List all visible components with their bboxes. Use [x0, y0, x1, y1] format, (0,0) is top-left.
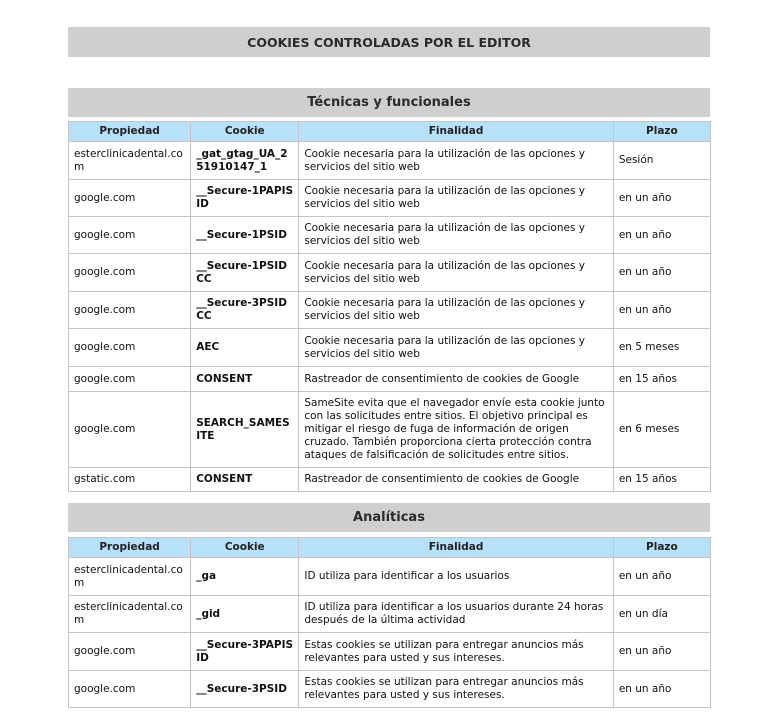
- header-plazo: Plazo: [613, 122, 710, 142]
- page-title: COOKIES CONTROLADAS POR EL EDITOR: [68, 27, 710, 57]
- cell-cookie: __Secure-1PAPISID: [191, 180, 299, 217]
- table-row: [69, 254, 711, 292]
- header-cookie: Cookie: [191, 122, 299, 142]
- cookies-table-analiticas: [68, 537, 711, 708]
- cell-finalidad: Rastreador de consentimiento de cookies de Google: [299, 367, 613, 392]
- cell-finalidad: Cookie necesaria para la utilización de las opciones y servicios del sitio web: [299, 142, 613, 180]
- cell-finalidad: Cookie necesaria para la utilización de las opciones y servicios del sitio web: [299, 329, 613, 367]
- header-plazo: Plazo: [613, 538, 710, 558]
- cookies-table-tecnicas: [68, 121, 711, 492]
- cell-propiedad: google.com: [69, 217, 191, 254]
- cell-cookie: __Secure-3PSID: [191, 671, 299, 708]
- cell-cookie: _gid: [191, 596, 299, 633]
- cell-propiedad: google.com: [69, 367, 191, 392]
- table-row: [69, 180, 711, 217]
- cell-plazo: en un día: [613, 596, 710, 633]
- table-row: [69, 633, 711, 671]
- table-row: [69, 367, 711, 392]
- cell-plazo: Sesión: [613, 142, 710, 180]
- table-row: [69, 468, 711, 492]
- table-row: [69, 292, 711, 329]
- cell-plazo: en 5 meses: [613, 329, 710, 367]
- cell-cookie: SEARCH_SAMESITE: [191, 392, 299, 468]
- cell-finalidad: Cookie necesaria para la utilización de las opciones y servicios del sitio web: [299, 180, 613, 217]
- cell-cookie: AEC: [191, 329, 299, 367]
- cell-cookie: _gat_gtag_UA_251910147_1: [191, 142, 299, 180]
- cell-finalidad: Cookie necesaria para la utilización de las opciones y servicios del sitio web: [299, 217, 613, 254]
- cell-propiedad: google.com: [69, 180, 191, 217]
- section-title-analiticas: Analíticas: [68, 503, 710, 532]
- cell-propiedad: google.com: [69, 671, 191, 708]
- cell-cookie: __Secure-1PSIDCC: [191, 254, 299, 292]
- table-row: [69, 596, 711, 633]
- cell-plazo: en un año: [613, 180, 710, 217]
- table-header-row: [69, 538, 711, 558]
- cell-propiedad: google.com: [69, 254, 191, 292]
- cell-finalidad: ID utiliza para identificar a los usuarios: [299, 558, 613, 596]
- cell-plazo: en 6 meses: [613, 392, 710, 468]
- cell-cookie: CONSENT: [191, 468, 299, 492]
- cell-finalidad: ID utiliza para identificar a los usuarios durante 24 horas después de la última actividad: [299, 596, 613, 633]
- cell-cookie: __Secure-3PSIDCC: [191, 292, 299, 329]
- cell-plazo: en un año: [613, 292, 710, 329]
- cell-finalidad: Cookie necesaria para la utilización de las opciones y servicios del sitio web: [299, 292, 613, 329]
- table-row: [69, 142, 711, 180]
- table-row: [69, 329, 711, 367]
- cell-plazo: en un año: [613, 254, 710, 292]
- cell-propiedad: google.com: [69, 329, 191, 367]
- cell-cookie: CONSENT: [191, 367, 299, 392]
- header-finalidad: Finalidad: [299, 538, 613, 558]
- cell-finalidad: SameSite evita que el navegador envíe esta cookie junto con las solicitudes entre sitios. El objetivo principal es mitigar el riesgo de fuga de información de origen cruzado. También proporciona cierta protección contra ataques de falsificación de solicitudes entre sitios.: [299, 392, 613, 468]
- table-row: [69, 392, 711, 468]
- cell-propiedad: google.com: [69, 392, 191, 468]
- cell-cookie: __Secure-3PAPISID: [191, 633, 299, 671]
- header-propiedad: Propiedad: [69, 122, 191, 142]
- cell-plazo: en un año: [613, 217, 710, 254]
- cell-plazo: en 15 años: [613, 468, 710, 492]
- header-cookie: Cookie: [191, 538, 299, 558]
- header-finalidad: Finalidad: [299, 122, 613, 142]
- header-propiedad: Propiedad: [69, 538, 191, 558]
- cell-plazo: en un año: [613, 671, 710, 708]
- cell-plazo: en un año: [613, 558, 710, 596]
- cell-propiedad: esterclinicadental.com: [69, 558, 191, 596]
- cell-finalidad: Estas cookies se utilizan para entregar anuncios más relevantes para usted y sus intereses.: [299, 633, 613, 671]
- cell-plazo: en un año: [613, 633, 710, 671]
- cell-finalidad: Rastreador de consentimiento de cookies de Google: [299, 468, 613, 492]
- section-title-tecnicas: Técnicas y funcionales: [68, 88, 710, 117]
- cell-cookie: __Secure-1PSID: [191, 217, 299, 254]
- cell-finalidad: Estas cookies se utilizan para entregar anuncios más relevantes para usted y sus intereses.: [299, 671, 613, 708]
- cell-plazo: en 15 años: [613, 367, 710, 392]
- table-row: [69, 558, 711, 596]
- cell-propiedad: google.com: [69, 292, 191, 329]
- cell-propiedad: esterclinicadental.com: [69, 596, 191, 633]
- cell-propiedad: esterclinicadental.com: [69, 142, 191, 180]
- cell-propiedad: gstatic.com: [69, 468, 191, 492]
- cell-propiedad: google.com: [69, 633, 191, 671]
- cell-cookie: _ga: [191, 558, 299, 596]
- table-row: [69, 217, 711, 254]
- cell-finalidad: Cookie necesaria para la utilización de las opciones y servicios del sitio web: [299, 254, 613, 292]
- table-header-row: [69, 122, 711, 142]
- table-row: [69, 671, 711, 708]
